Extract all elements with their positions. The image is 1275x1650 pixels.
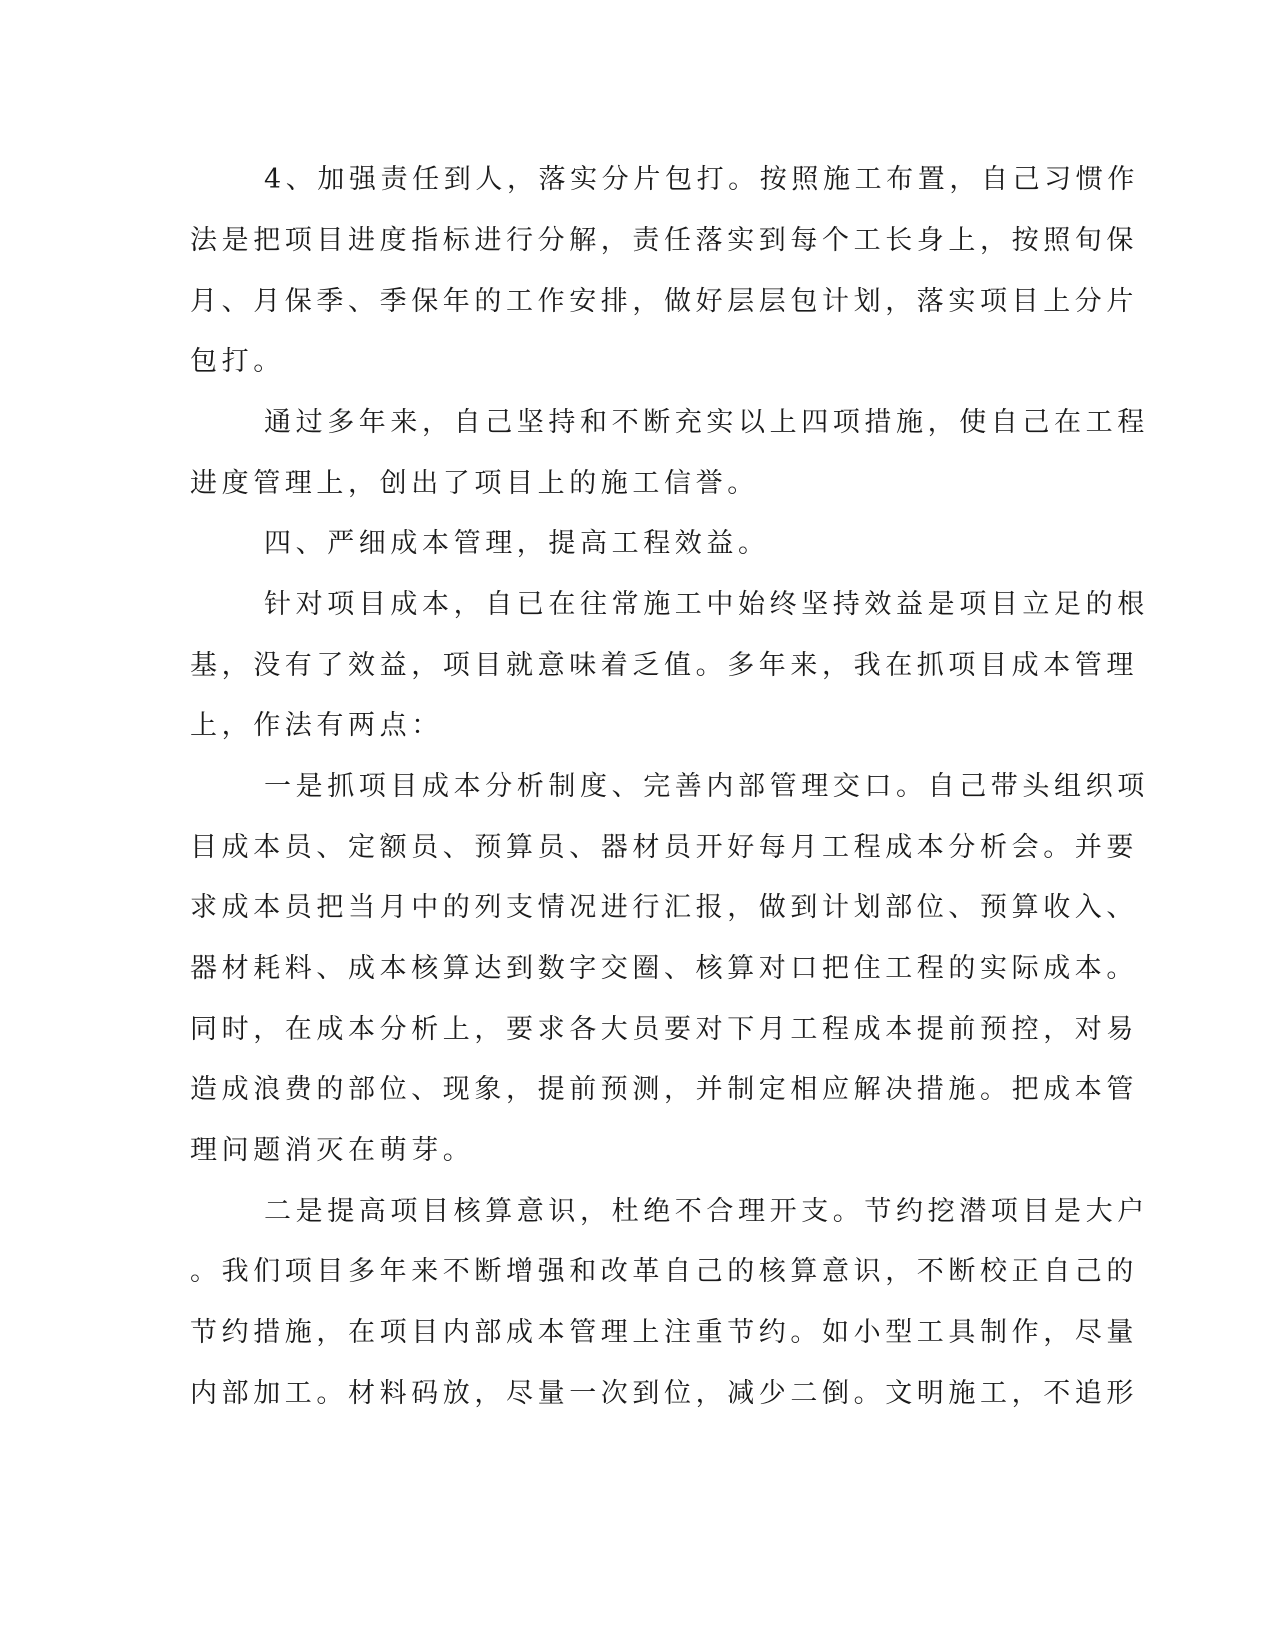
section-heading: 四、严细成本管理，提高工程效益。 — [264, 528, 770, 559]
paragraph-line: 理问题消灭在萌芽。 — [190, 1135, 475, 1166]
paragraph-line: 器材耗料、成本核算达到数字交圈、核算对口把住工程的实际成本。 — [190, 953, 1138, 984]
paragraph-line: 进度管理上，创出了项目上的施工信誉。 — [190, 468, 759, 499]
paragraph-line: 通过多年来，自己坚持和不断充实以上四项措施，使自己在工程 — [264, 407, 1149, 438]
paragraph-line: 法是把项目进度指标进行分解，责任落实到每个工长身上，按照旬保 — [190, 225, 1138, 256]
paragraph-line: 一是抓项目成本分析制度、完善内部管理交口。自己带头组织项 — [264, 771, 1149, 802]
paragraph-line: 目成本员、定额员、预算员、器材员开好每月工程成本分析会。并要 — [190, 832, 1138, 863]
paragraph-line: 造成浪费的部位、现象，提前预测，并制定相应解决措施。把成本管 — [190, 1074, 1138, 1105]
paragraph-line: 同时，在成本分析上，要求各大员要对下月工程成本提前预控，对易 — [190, 1014, 1138, 1045]
paragraph-line: 节约措施，在项目内部成本管理上注重节约。如小型工具制作，尽量 — [190, 1317, 1138, 1348]
paragraph-line: 针对项目成本，自已在往常施工中始终坚持效益是项目立足的根 — [264, 589, 1149, 620]
paragraph-line: 。我们项目多年来不断增强和改革自己的核算意识，不断校正自己的 — [190, 1256, 1138, 1287]
paragraph-line: 求成本员把当月中的列支情况进行汇报，做到计划部位、预算收入、 — [190, 892, 1138, 923]
paragraph-line: 内部加工。材料码放，尽量一次到位，减少二倒。文明施工，不追形 — [190, 1378, 1138, 1409]
paragraph-line: 4、加强责任到人，落实分片包打。按照施工布置，自己习惯作 — [264, 164, 1139, 195]
paragraph-line: 月、月保季、季保年的工作安排，做好层层包计划，落实项目上分片 — [190, 286, 1138, 317]
paragraph-line: 基，没有了效益，项目就意味着乏值。多年来，我在抓项目成本管理 — [190, 650, 1138, 681]
paragraph-line: 二是提高项目核算意识，杜绝不合理开支。节约挖潜项目是大户 — [264, 1196, 1149, 1227]
paragraph-line: 包打。 — [190, 346, 285, 377]
paragraph-line: 上，作法有两点： — [190, 710, 443, 741]
